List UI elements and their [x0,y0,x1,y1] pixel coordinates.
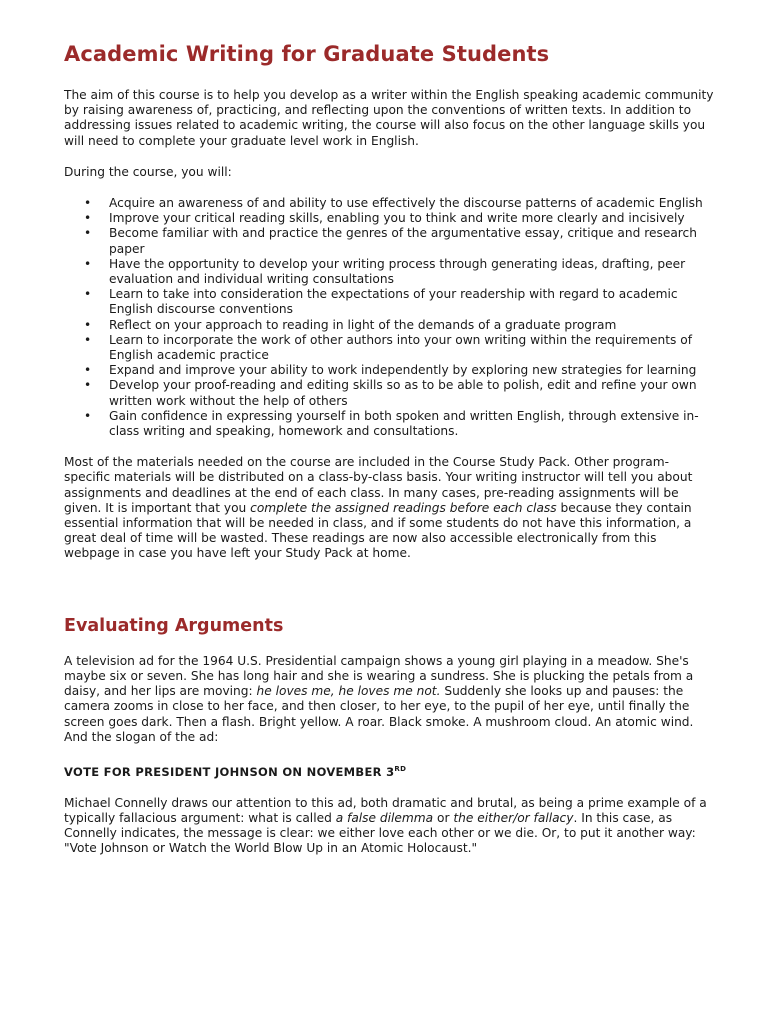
objective-item [64,409,714,439]
intro-paragraph: The aim of this course is to help you develop as a writer within the English speaking academic community by raising awareness of, practicing, and reflecting upon the conventions of written texts. In addition to addressing issues related to academic writing, the course will also focus on the other language skills you will need to complete your graduate level work in English. [64,88,714,148]
objective-text: Expand and improve your ability to work independently by exploring new strategies for learning [109,363,697,378]
objective-item [64,333,714,363]
objectives-list [64,196,714,439]
objective-text: Develop your proof-reading and editing skills so as to be able to polish, edit and refine your own written work without the help of others [109,378,697,408]
connelly-text-1: Michael Connelly draws our attention to this ad, both dramatic and brutal, as being a prime example of a typically fallacious argument: what is called [64,795,707,825]
objective-text: Learn to incorporate the work of other authors into your own writing within the requirements of English academic practice [109,332,693,363]
connelly-paragraph [64,796,714,857]
bullet-icon: • [84,332,92,347]
materials-text-after: because they contain essential information that will be needed in class, and if some students do not have this information, a great deal of time will be wasted. These readings are now also accessible electronically from this webpage in case you have left your Study Pack at home. [64,500,692,561]
ad-text-before: A television ad for the 1964 U.S. Presidential campaign shows a young girl playing in a meadow. She's maybe six or seven. She has long hair and she is wearing a sundress. She is plucking the petals from a daisy, and her lips are moving: [64,653,694,699]
objective-item [64,378,714,408]
connelly-emphasis-1: a false dilemma [335,810,434,825]
materials-emphasis: complete the assigned readings before each class [250,500,557,515]
campaign-slogan [64,761,714,780]
connelly-text-2: or [433,810,454,825]
objective-text: Become familiar with and practice the genres of the argumentative essay, critique and research paper [109,226,697,256]
objective-item [64,196,714,211]
objective-text: Gain confidence in expressing yourself in both spoken and written English, through extensive in-class writing and speaking, homework and consultations. [109,408,699,439]
objective-item [64,287,714,317]
ad-emphasis: he loves me, he loves me not. [256,684,441,699]
bullet-icon: • [84,211,92,226]
objective-text: Acquire an awareness of and ability to use effectively the discourse patterns of academic English [109,196,703,211]
objective-item [64,363,714,378]
bullet-icon: • [84,196,92,211]
objective-text: Have the opportunity to develop your writing process through generating ideas, drafting, peer evaluation and individual writing consultations [109,256,686,287]
objective-text: Improve your critical reading skills, enabling you to think and write more clearly and incisively [109,211,685,226]
bullet-icon: • [84,226,92,241]
materials-paragraph [64,455,714,561]
bullet-icon: • [84,317,92,332]
objective-text: Learn to take into consideration the expectations of your readership with regard to academic English discourse conventions [109,287,678,317]
bullet-icon: • [84,408,92,423]
slogan-text: VOTE FOR PRESIDENT JOHNSON ON NOVEMBER 3 [64,764,395,779]
slogan-superscript: RD [394,764,407,773]
objective-item [64,257,714,287]
bullet-icon: • [84,363,92,378]
spacer [64,780,714,796]
objective-item [64,318,714,333]
connelly-text-3: . In this case, as Connelly indicates, the message is clear: we either love each other or we die. Or, to put it another way: "Vote Johnson or Watch the World Blow Up in an Atomic Holocaust." [64,810,696,856]
section-spacer [64,562,714,614]
objective-item [64,226,714,256]
during-course-lead: During the course, you will: [64,164,232,179]
materials-text-before: Most of the materials needed on the course are included in the Course Study Pack. Other program-specific materials will be distributed on a class-by-class basis. Your writing instructor will tell you about assignments and deadlines at the end of each class. In many cases, pre-reading assignments will be given. It is important that you [64,455,693,515]
spacer [64,180,714,196]
ad-text-after: Suddenly she looks up and pauses: the camera zooms in close to her face, and then closer, to her eye, to the pupil of her eye, until finally the screen goes dark. Then a flash. Bright yellow. A roar. Black smoke. A mushroom cloud. An atomic wind. And the slogan of the ad: [64,684,694,744]
bullet-icon: • [84,287,92,302]
ad-description-paragraph [64,654,714,745]
connelly-emphasis-2: the either/or fallacy [453,810,574,825]
spacer [64,745,714,761]
spacer [64,638,714,654]
section-heading-evaluating-arguments: Evaluating Arguments [64,615,284,636]
objective-item [64,211,714,226]
spacer [64,149,714,165]
document-page [64,40,714,857]
bullet-icon: • [84,256,92,271]
bullet-icon: • [84,378,92,393]
objective-text: Reflect on your approach to reading in light of the demands of a graduate program [109,317,617,332]
spacer [64,439,714,455]
page-title: Academic Writing for Graduate Students [64,42,550,66]
